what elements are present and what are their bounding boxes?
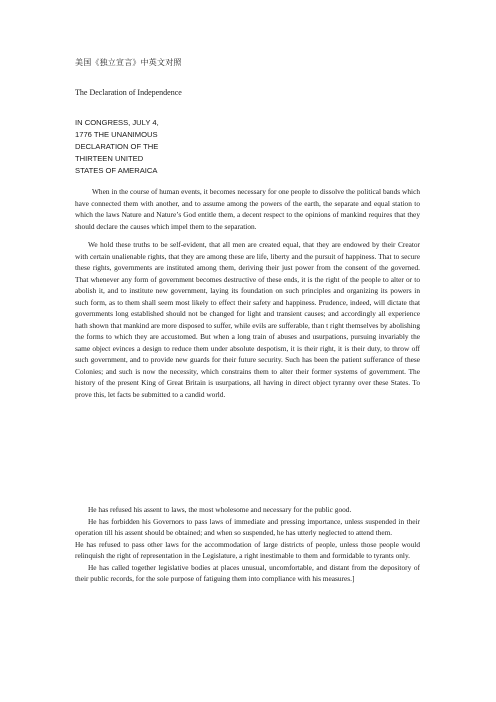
paragraph-text: When in the course of human events, it becomes necessary for one people to dissolve the political bands which have connected them with another, and to assume among the powers of the earth, the separate and equal station to which the laws Nature and Nature’s God entitle them, a decent respect to the opinions of mankind requires that they should declare the causes which impel them to the separation. bbox=[75, 187, 420, 231]
grievance-item: He has refused his assent to laws, the most wholesome and necessary for the public good. bbox=[88, 505, 352, 514]
grievances-list bbox=[75, 504, 420, 585]
declaration-heading bbox=[75, 117, 159, 177]
heading-line: DECLARATION OF THE bbox=[75, 142, 159, 151]
document-header-line: 美国《独立宣言》中英文对照 bbox=[75, 58, 182, 67]
heading-line: THIRTEEN UNITED bbox=[75, 154, 144, 163]
paragraph-self-evident-truths bbox=[75, 239, 420, 400]
heading-line: IN CONGRESS, JULY 4, bbox=[75, 118, 159, 127]
heading-line: STATES OF AMERAICA bbox=[75, 166, 158, 175]
document-subtitle: The Declaration of Independence bbox=[75, 88, 182, 97]
grievance-item: He has forbidden his Governors to pass laws of immediate and pressing importance, unless suspended in their operation till his assent should be obtained; and when so suspended, he has utterly neglected to attend them. bbox=[75, 516, 420, 537]
grievance-item: He has refused to pass other laws for the accommodation of large districts of people, unless those people would relinquish the right of representation in the Legislature, a right inestimable to them and formidable to tyrants only. bbox=[75, 539, 420, 560]
heading-line: 1776 THE UNANIMOUS bbox=[75, 130, 158, 139]
paragraph-preamble bbox=[75, 186, 420, 232]
grievance-item: He has called together legislative bodies at places unusual, uncomfortable, and distant from the depository of their public records, for the sole purpose of fatiguing them into compliance with his measures.] bbox=[75, 562, 420, 583]
paragraph-text: We hold these truths to be self-evident, that all men are created equal, that they are endowed by their Creator with certain unalienable rights, that they are among these are life, liberty and the pursuit of happiness. That to secure these rights, governments are instituted among them, deriving their just power from the consent of the governed. That whenever any form of government becomes destructive of these ends, it is the right of the people to alter or to abolish it, and to institute new government, laying its foundation on such principles and organizing its powers in such form, as to them shall seem most likely to effect their safety and happiness. Prudence, indeed, will dictate that governments long established should not be changed for light and transient causes; and accordingly all experience hath shown that mankind are more disposed to suffer, while evils are sufferable, than t right themselves by abolishing the forms to which they are accustomed. But when a long train of abuses and usurpations, pursuing invariably the same object evinces a design to reduce them under absolute despotism, it is their right, it is their duty, to throw off such government, and to provide new guards for their future security. Such has been the patient sufferance of these Colonies; and such is now the necessity, which constrains them to alter their former systems of government. The history of the present King of Great Britain is usurpations, all having in direct object tyranny over these States. To prove this, let facts be submitted to a candid world. bbox=[75, 240, 420, 399]
